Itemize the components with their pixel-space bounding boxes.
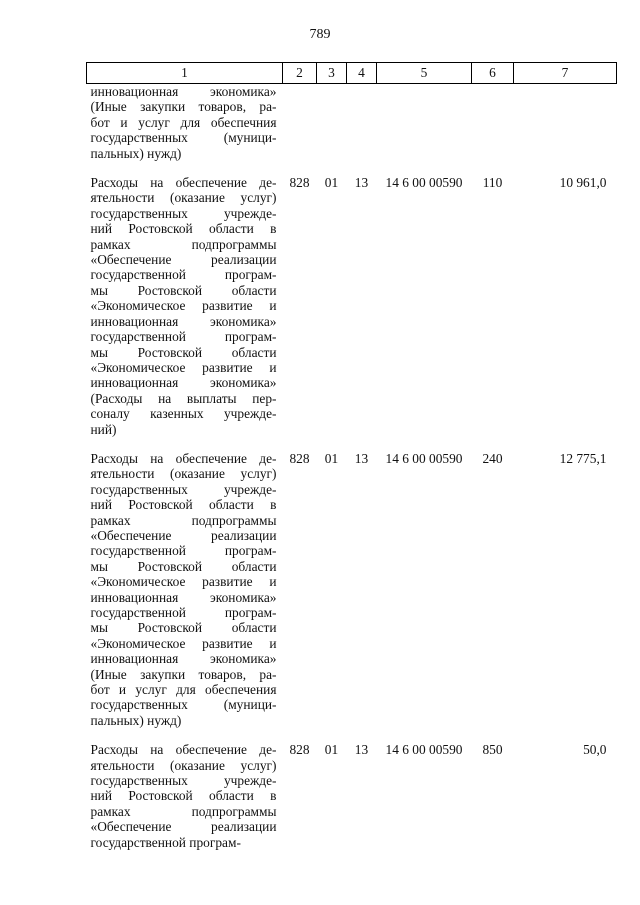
cell-subsection: 13 <box>354 175 369 191</box>
header-col-3: 3 <box>317 63 347 84</box>
description-line: рамках подпрограммы <box>90 236 277 252</box>
cell-subsection: 13 <box>354 450 369 466</box>
description-line: инновационная экономика» <box>90 313 277 329</box>
cell-expense-type: 850 <box>482 742 503 758</box>
header-col-7: 7 <box>514 63 617 84</box>
empty-cell <box>317 84 347 162</box>
description-line: ятельности (оказание услуг) <box>90 466 277 482</box>
description-line: (Иные закупки товаров, ра- <box>90 99 277 115</box>
description-line: государственной програм- <box>90 543 277 559</box>
description-line: государственной програм- <box>90 605 277 620</box>
cell-target-article: 14 6 00 00590 <box>385 175 463 191</box>
description-line: инновационная экономика» <box>90 651 277 667</box>
cell-section: 01 <box>324 742 339 758</box>
description-line: мы Ростовской области <box>90 620 277 636</box>
description-line: пальных) нужд) <box>90 712 182 728</box>
description-line: ний Ростовской области в <box>90 788 277 804</box>
description-line: бот и услуг для обеспечения <box>90 682 277 698</box>
description-line: Расходы на обеспечение де- <box>90 450 277 466</box>
description-line: мы Ростовской области <box>90 282 277 298</box>
description-line: мы Ростовской области <box>90 344 277 360</box>
table-row <box>87 437 617 728</box>
description-line: Расходы на обеспечение де- <box>90 175 277 191</box>
description-line: инновационная экономика» <box>90 84 277 99</box>
description-line: государственных учрежде- <box>90 773 277 789</box>
cell-section: 01 <box>324 450 339 466</box>
cell-target-article: 14 6 00 00590 <box>385 742 463 758</box>
row-description <box>87 84 283 162</box>
description-line: ятельности (оказание услуг) <box>90 190 277 206</box>
empty-cell <box>283 84 317 162</box>
description-line: «Экономическое развитие и <box>90 359 277 375</box>
row-description <box>87 437 283 728</box>
cell-ministry-code: 828 <box>289 742 310 758</box>
table-row-continuation <box>87 84 617 162</box>
cell-amount: 10 961,0 <box>559 175 607 191</box>
header-col-2: 2 <box>283 63 317 84</box>
description-line: бот и услуг для обеспечния <box>90 114 277 130</box>
cell-target-article: 14 6 00 00590 <box>385 450 463 466</box>
empty-cell <box>347 84 377 162</box>
header-col-1: 1 <box>87 63 283 84</box>
cell-ministry-code: 828 <box>289 450 310 466</box>
cell-expense-type: 110 <box>482 175 503 191</box>
description-line: ятельности (оказание услуг) <box>90 757 277 773</box>
budget-table <box>86 62 617 850</box>
header-col-5: 5 <box>377 63 472 84</box>
description-line: (Иные закупки товаров, ра- <box>90 666 277 682</box>
description-line: инновационная экономика» <box>90 589 277 605</box>
description-line: государственных учрежде- <box>90 481 277 497</box>
table-row <box>87 728 617 850</box>
description-line: «Экономическое развитие и <box>90 635 277 651</box>
description-line: инновационная экономика» <box>90 375 277 391</box>
description-line: рамках подпрограммы <box>90 512 277 528</box>
description-line: государственных (муници- <box>90 697 277 713</box>
row-description <box>87 161 283 437</box>
empty-cell <box>377 84 472 162</box>
cell-expense-type: 240 <box>482 450 503 466</box>
description-line: «Экономическое развитие и <box>90 574 277 590</box>
description-line: «Обеспечение реализации <box>90 527 277 543</box>
description-line: ний Ростовской области в <box>90 221 277 237</box>
cell-amount: 50,0 <box>583 742 607 758</box>
cell-amount: 12 775,1 <box>559 450 607 466</box>
header-col-6: 6 <box>472 63 514 84</box>
description-line: пальных) нужд) <box>90 145 182 161</box>
description-line: государственной програм- <box>90 267 277 283</box>
description-line: государственной програм- <box>90 329 277 345</box>
description-line: государственных учрежде- <box>90 205 277 221</box>
description-line: «Экономическое развитие и <box>90 298 277 314</box>
description-line: ний Ростовской области в <box>90 497 277 513</box>
description-line: мы Ростовской области <box>90 558 277 574</box>
description-line: государственной програм- <box>90 834 241 850</box>
header-row <box>87 63 617 84</box>
description-line: «Обеспечение реализации <box>90 252 277 268</box>
description-line: соналу казенных учрежде- <box>90 406 277 422</box>
empty-cell <box>472 84 514 162</box>
header-col-4: 4 <box>347 63 377 84</box>
description-line: Расходы на обеспечение де- <box>90 742 277 758</box>
cell-section: 01 <box>324 175 339 191</box>
description-line: государственных (муници- <box>90 130 277 146</box>
row-description <box>87 728 283 850</box>
empty-cell <box>514 84 617 162</box>
page-number: 789 <box>309 27 331 42</box>
table-row <box>87 161 617 437</box>
cell-subsection: 13 <box>354 742 369 758</box>
description-line: «Обеспечение реализации <box>90 819 277 835</box>
description-line: рамках подпрограммы <box>90 803 277 819</box>
description-line: ний) <box>90 421 117 437</box>
cell-ministry-code: 828 <box>289 175 310 191</box>
description-line: (Расходы на выплаты пер- <box>90 390 277 406</box>
